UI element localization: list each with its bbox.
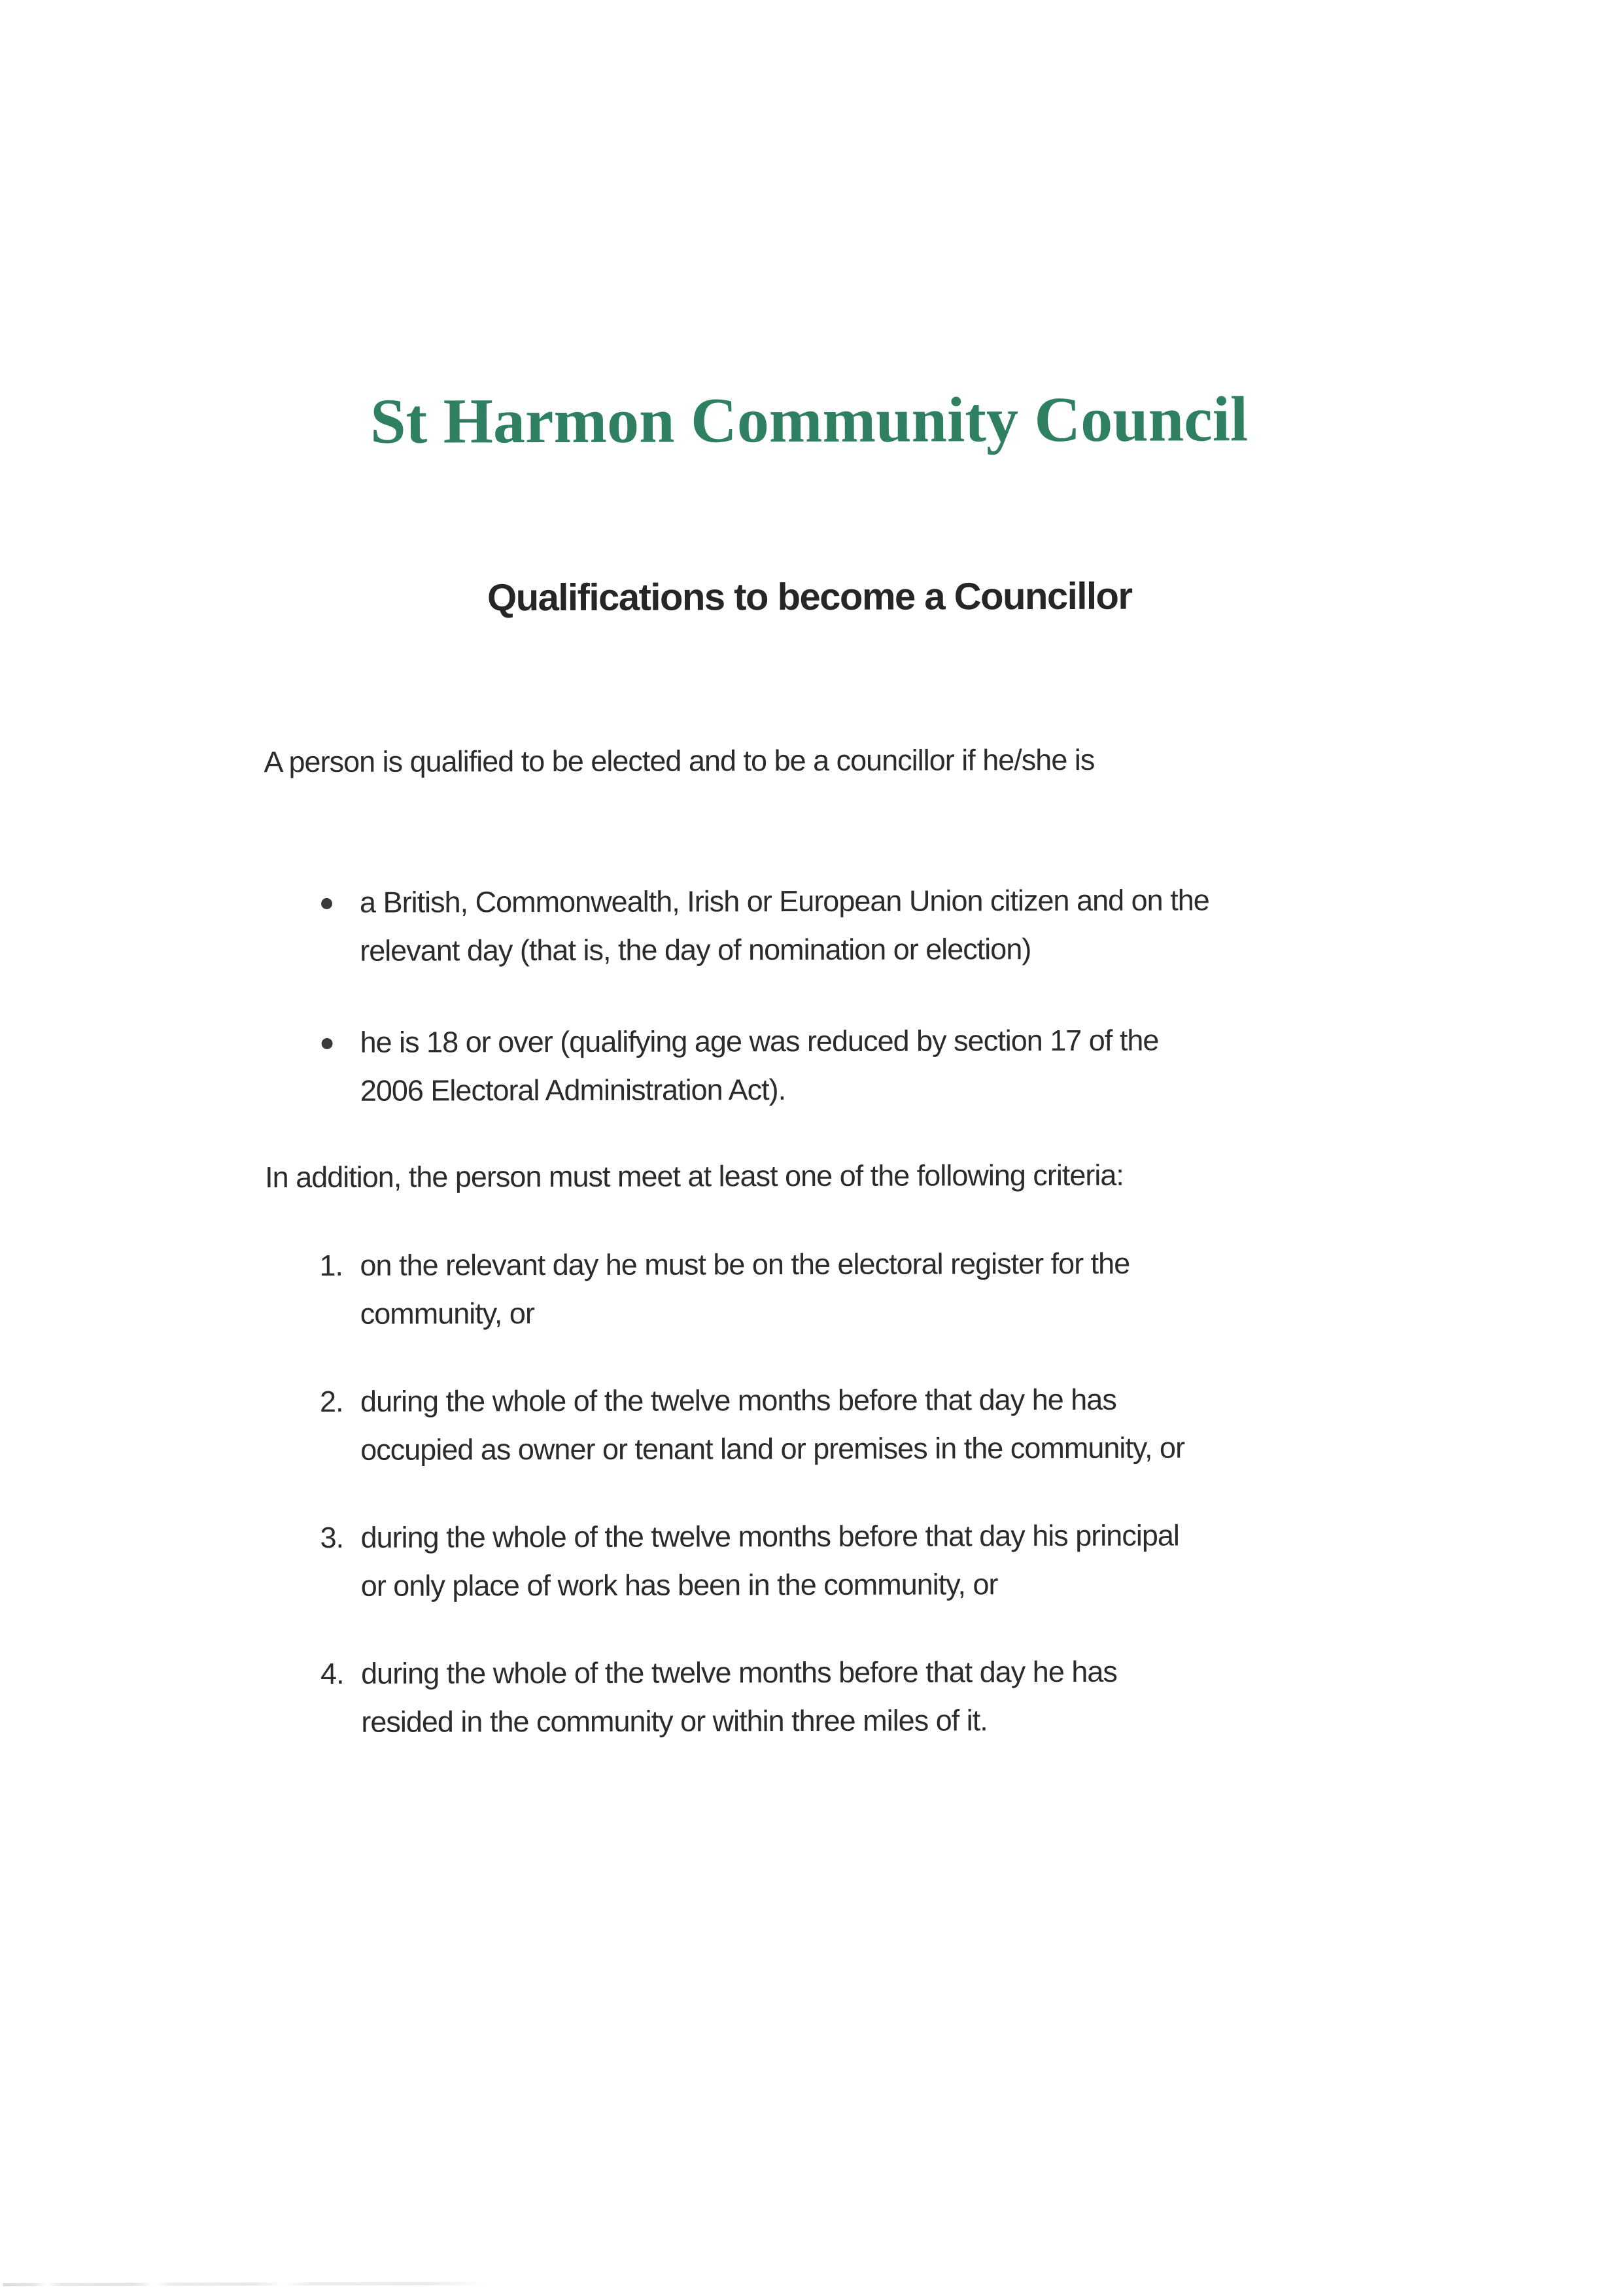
criterion-item-electoral-register bbox=[265, 1238, 1442, 1338]
criterion-number: 4. bbox=[320, 1656, 344, 1690]
page-title: St Harmon Community Council bbox=[370, 384, 1249, 457]
criteria-intro-paragraph: In addition, the person must meet at least one of the following criteria: bbox=[265, 1158, 1124, 1194]
criterion-text: on the relevant day he must be on the electoral register for the community, or bbox=[360, 1246, 1130, 1331]
bullet-text: a British, Commonwealth, Irish or European Union citizen and on the relevant day (that is, the day of nomination or election) bbox=[359, 883, 1209, 967]
criterion-item-land-or-premises bbox=[266, 1374, 1443, 1474]
page-subtitle: Qualifications to become a Councillor bbox=[487, 574, 1132, 619]
criterion-number: 3. bbox=[320, 1520, 344, 1554]
intro-paragraph: A person is qualified to be elected and to be a councillor if he/she is bbox=[264, 742, 1095, 779]
criterion-number: 1. bbox=[319, 1248, 343, 1282]
criterion-text: during the whole of the twelve months before that day he has occupied as owner or tenant land or premises in the community, or bbox=[360, 1382, 1185, 1467]
scan-artifact-line bbox=[3, 2282, 487, 2286]
criterion-number: 2. bbox=[319, 1384, 343, 1418]
bullet-dot-icon bbox=[322, 1038, 333, 1049]
criterion-item-residence bbox=[266, 1646, 1443, 1747]
bullet-dot-icon bbox=[321, 898, 332, 909]
bullet-item-age bbox=[264, 1016, 1415, 1116]
criteria-numbered-list bbox=[265, 1238, 1443, 1786]
criterion-item-place-of-work bbox=[266, 1510, 1443, 1610]
criterion-text: during the whole of the twelve months before that day his principal or only place of work has been in the community, or bbox=[360, 1518, 1179, 1603]
qualification-bullet-list bbox=[264, 876, 1416, 1159]
bullet-item-citizenship bbox=[264, 876, 1415, 976]
bullet-text: he is 18 or over (qualifying age was reduced by section 17 of the 2006 Electoral Administration Act). bbox=[360, 1023, 1159, 1107]
criterion-text: during the whole of the twelve months before that day he has resided in the community or within three miles of it. bbox=[361, 1654, 1117, 1739]
